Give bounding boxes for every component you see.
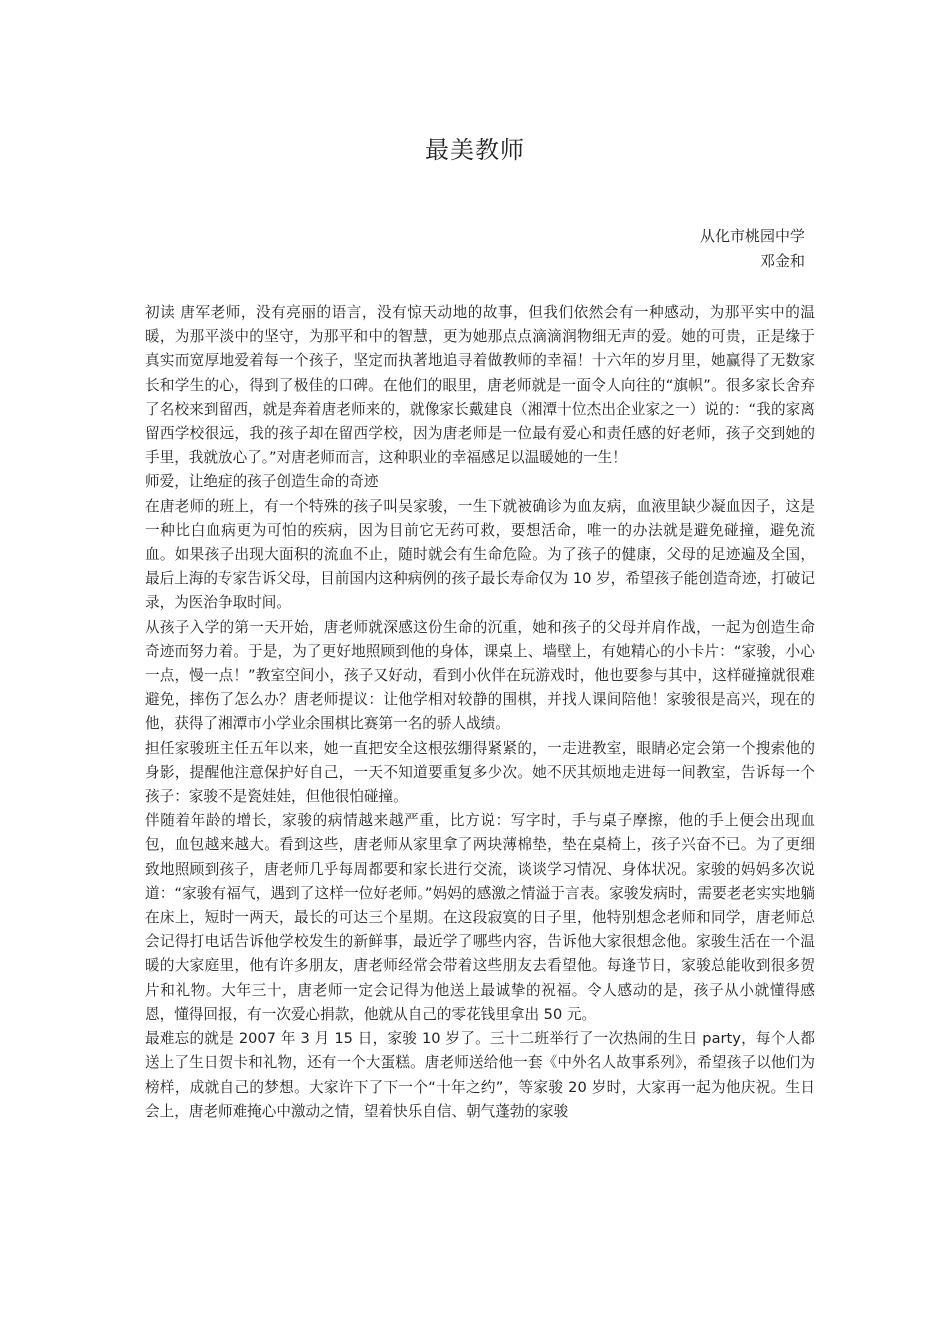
article-body	[145, 301, 815, 1124]
author-byline	[700, 224, 805, 274]
document-title: 最美教师	[425, 136, 525, 164]
paragraph: 在唐老师的班上，有一个特殊的孩子叫吴家骏，一生下就被确诊为血友病，血液里缺少凝血因子，这是一种比白血病更为可怕的疾病，因为目前它无药可救，要想活命，唯一的办法就是避免碰撞，避免流血。如果孩子出现大面积的流血不止，随时就会有生命危险。为了孩子的健康，父母的足迹遍及全国，最后上海的专家告诉父母，目前国内这种病例的孩子最长寿命仅为 10 岁，希望孩子能创造奇迹，打破记录，为医治争取时间。	[145, 497, 815, 612]
paragraph: 担任家骏班主任五年以来，她一直把安全这根弦绷得紧紧的，一走进教室，眼睛必定会第一个搜索他的身影，提醒他注意保护好自己，一天不知道要重复多少次。她不厌其烦地走进每一间教室，告诉每一个孩子：家骏不是瓷娃娃，但他很怕碰撞。	[145, 739, 815, 806]
paragraph-intro: 初读 唐军老师，没有亮丽的语言，没有惊天动地的故事，但我们依然会有一种感动，为那平实中的温暖，为那平淡中的坚守，为那平和中的智慧，更为她那点点滴滴润物细无声的爱。她的可贵，正是缘于真实而宽厚地爱着每一个孩子，坚定而执著地追寻着做教师的幸福！十六年的岁月里，她赢得了无数家长和学生的心，得到了极佳的口碑。在他们的眼里，唐老师就是一面令人向往的“旗帜”。很多家长舍弃了名校来到留西，就是奔着唐老师来的，就像家长戴建良（湘潭十位杰出企业家之一）说的：“我的家离留西学校很远，我的孩子却在留西学校，因为唐老师是一位最有爱心和责任感的好老师，孩子交到她的手里，我就放心了。”对唐老师而言，这种职业的幸福感足以温暖她的一生！	[145, 304, 815, 467]
author-name: 邓金和	[759, 252, 805, 270]
school-name: 从化市桃园中学	[699, 227, 805, 245]
paragraph: 伴随着年龄的增长，家骏的病情越来越严重，比方说：写字时，手与桌子摩擦，他的手上便会出现血包，血包越来越大。看到这些，唐老师从家里拿了两块薄棉垫，垫在桌椅上，孩子兴奋不已。为了更细致地照顾到孩子，唐老师几乎每周都要和家长进行交流，谈谈学习情况、身体状况。家骏的妈妈多次说道：“家骏有福气，遇到了这样一位好老师。”妈妈的感激之情溢于言表。家骏发病时，需要老老实实地躺在床上，短时一两天，最长的可达三个星期。在这段寂寞的日子里，他特别想念老师和同学，唐老师总会记得打电话告诉他学校发生的新鲜事，最近学了哪些内容，告诉他大家很想念他。家骏生活在一个温暖的大家庭里，他有许多朋友，唐老师经常会带着这些朋友去看望他。每逢节日，家骏总能收到很多贺片和礼物。大年三十，唐老师一定会记得为他送上最诚挚的祝福。令人感动的是，孩子从小就懂得感恩，懂得回报，有一次爱心捐款，他就从自己的零花钱里拿出 50 元。	[145, 812, 815, 1023]
paragraph: 最难忘的就是 2007 年 3 月 15 日，家骏 10 岁了。三十二班举行了一次热闹的生日 party，每个人都送上了生日贺卡和礼物，还有一个大蛋糕。唐老师送给他一套《中外名人故事系列》，希望孩子以他们为榜样，成就自己的梦想。大家许下了下一个“十年之约”，等家骏 20 岁时，大家再一起为他庆祝。生日会上，唐老师难掩心中激动之情，望着快乐自信、朝气蓬勃的家骏	[145, 1030, 815, 1120]
paragraph: 从孩子入学的第一天开始，唐老师就深感这份生命的沉重，她和孩子的父母并肩作战，一起为创造生命奇迹而努力着。于是，为了更好地照顾到他的身体，课桌上、墙壁上，有她精心的小卡片：“家骏，小心一点，慢一点！”教室空间小，孩子又好动，看到小伙伴在玩游戏时，他也要参与其中，这样碰撞就很难避免，摔伤了怎么办？唐老师提议：让他学相对较静的围棋，并找人课间陪他！家骏很是高兴，现在的他，获得了湘潭市小学业余围棋比赛第一名的骄人战绩。	[145, 618, 815, 733]
section-heading: 师爱，让绝症的孩子创造生命的奇迹	[145, 473, 379, 491]
